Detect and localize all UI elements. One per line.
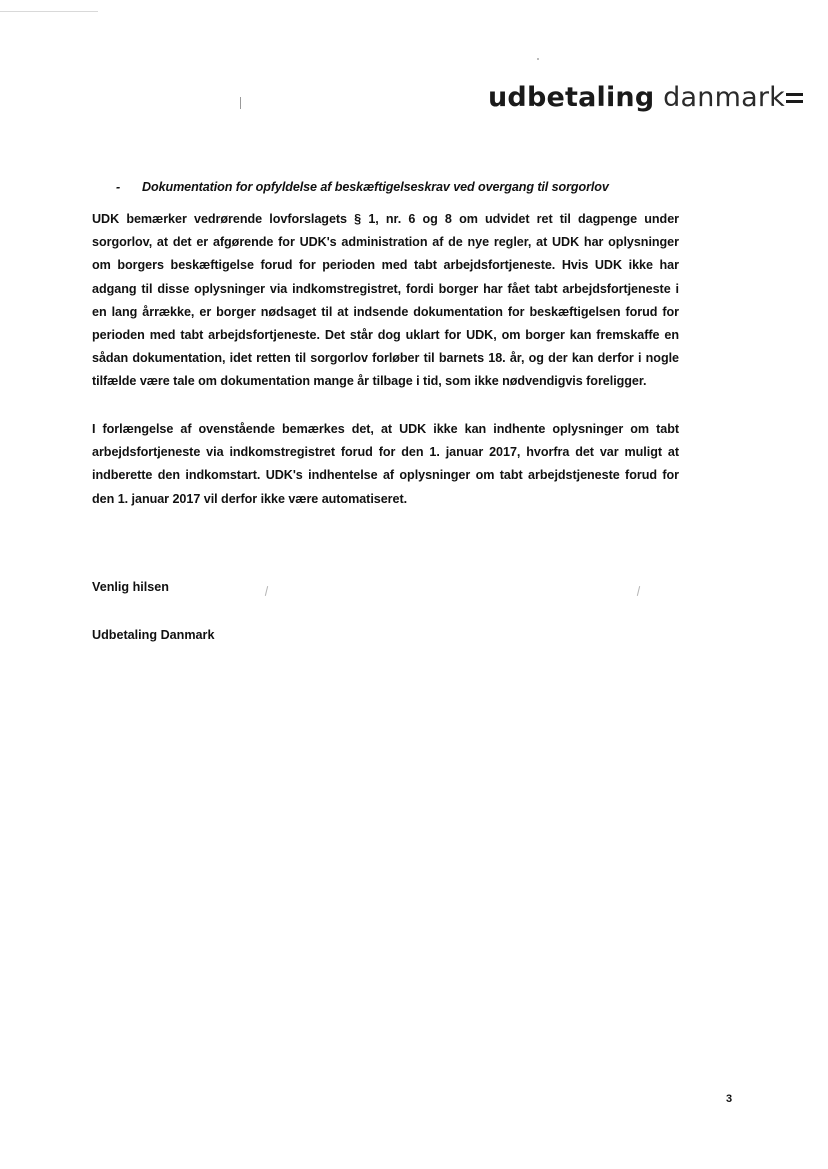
page-number: 3: [726, 1093, 733, 1105]
double-bar-icon: [786, 93, 803, 103]
heading-bullet: -: [116, 180, 121, 194]
logo-text-bold: udbetaling: [488, 82, 655, 113]
signature-mark: [265, 586, 268, 596]
paragraph-1: UDK bemærker vedrørende lovforslagets § 1, nr. 6 og 8 om udvidet ret til dagpenge under sorgorlov, at det er afgørende for UDK's administration af de nye regler, at UDK har oplysninger om borgers beskæftigelse forud for perioden med tabt arbejdsfortjeneste. Hvis UDK ikke har adgang til disse oplysninger via indkomstregistret, fordi borger har fået tabt arbejdsfortjeneste i en lang årrække, er borger nødsaget til at indsende dokumentation for beskæftigelsen forud for perioden med tabt arbejdsfortjeneste. Det står dog uklart for UDK, om borger kan fremskaffe en sådan dokumentation, idet retten til sorgorlov forløber til barnets 18. år, og der kan derfor i nogle tilfælde være tale om dokumentation mange år tilbage i tid, som ikke nødvendigvis foreligger.: [92, 212, 679, 389]
logo-text-light: danmark: [663, 82, 785, 113]
udbetaling-danmark-logo: [488, 84, 803, 111]
closing-greeting: Venlig hilsen: [92, 580, 169, 594]
signature-mark: [637, 586, 640, 596]
scan-artifact-tick: [240, 97, 241, 109]
paragraph-2: I forlængelse af ovenstående bemærkes det, at UDK ikke kan indhente oplysninger om tabt arbejdsfortjeneste via indkomstregistret forud for den 1. januar 2017, hvorfra det var muligt at indberette den indkomstart. UDK's indhentelse af oplysninger om tabt arbejdstjeneste forud for den 1. januar 2017 vil derfor ikke være automatiseret.: [92, 422, 679, 506]
scan-artifact-line: [0, 11, 98, 12]
sender-organization: Udbetaling Danmark: [92, 628, 215, 642]
section-heading: [116, 180, 609, 194]
scan-artifact-dot: [537, 58, 539, 60]
heading-text: Dokumentation for opfyldelse af beskæftigelseskrav ved overgang til sorgorlov: [142, 180, 609, 194]
